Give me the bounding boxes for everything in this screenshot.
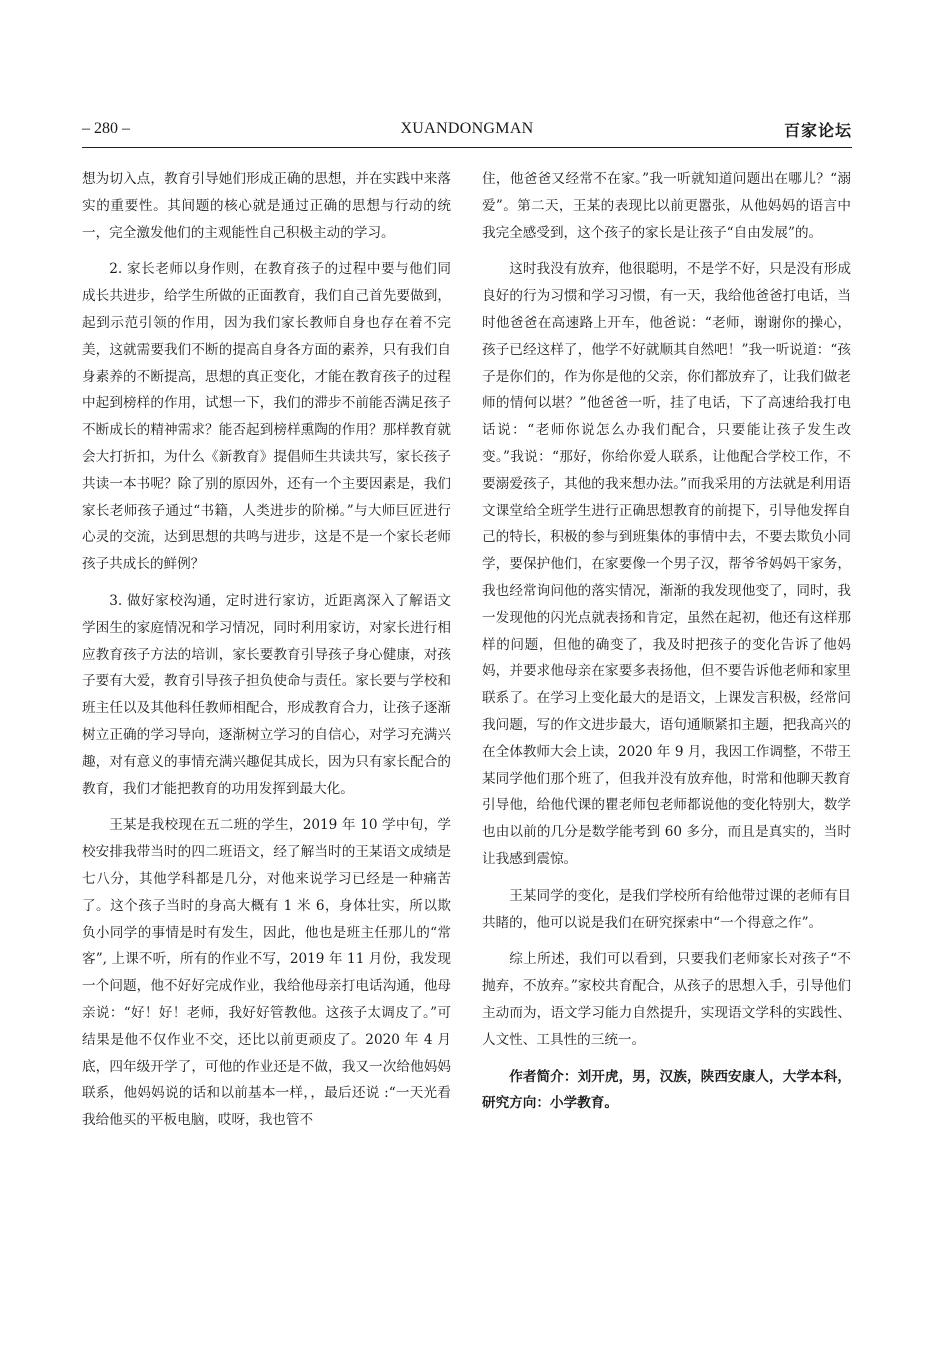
- author-bio: 作者简介：刘开虎，男，汉族，陕西安康人，大学本科，研究方向：小学教育。: [482, 1068, 851, 1112]
- paragraph: 综上所述，我们可以看到，只要我们老师家长对孩子“不抛弃，不放弃。”家校共育配合，从孩子的思想入手，引导他们主动而为，语文学习能力自然提升，实现语文学科的实践性、人文性、工具性的三统一。: [482, 951, 851, 1048]
- page-header: [82, 114, 852, 148]
- paragraph: 这时我没有放弃，他很聪明，不是学不好，只是没有形成良好的行为习惯和学习习惯，有一天，我给他爸爸打电话，当时他爸爸在高速路上开车，他爸说：“老师，谢谢你的操心，孩子已经这样了，他学不好就顺其自然吧！”我一听说道：“孩子是你们的，作为你是他的父亲，你们都放弃了，让我们做老师的情何以堪？”他爸爸一听，挂了电话，下了高速给我打电话说：“老师你说怎么办我们配合，只要能让孩子发生改变。”我说：“那好，你给你爱人联系，让他配合学校工作，不要溺爱孩子，其他的我来想办法。”而我采用的方法就是利用语文课堂给全班学生进行正确思想教育的前提下，引导他发挥自己的特长，积极的参与到班集体的事情中去，不要去欺负小同学，要保护他们，在家要像一个男子汉，帮爷爷妈妈干家务，我也经常询问他的落实情况，渐渐的我发现他变了，同时，我一发现他的闪光点就表扬和肯定，虽然在起初，他还有这样那样的问题，但他的确变了，我及时把孩子的变化告诉了他妈妈，并要求他母亲在家要多表扬他，但不要告诉他老师和家里联系了。在学习上变化最大的是语文，上课发言积极，经常问我问题，写的作文进步最大，语句通顺紧扣主题，把我高兴的在全体教师大会上读，2020 年 9 月，我因工作调整，不带王某同学他们那个班了，但我并没有放弃他，时常和他聊天教育引导他，给他代课的瞿老师包老师都说他的变化特别大，数学也由以前的几分是数学能考到 60 多分，而且是真实的，当时让我感到震惊。: [482, 261, 851, 867]
- section-name: 百家论坛: [783, 121, 852, 140]
- page-number: – 280 –: [82, 120, 130, 137]
- paragraph: 想为切入点，教育引导她们形成正确的思想，并在实践中来落实的重要性。其间题的核心就是通过正确的思想与行动的统一，完全激发他们的主观能性自己积极主动的学习。: [82, 171, 451, 241]
- journal-title: XUANDONGMAN: [400, 120, 534, 137]
- header-divider: [82, 147, 852, 148]
- left-column: [82, 166, 451, 1134]
- paragraph: 住，他爸爸又经常不在家。”我一听就知道问题出在哪儿？“溺爱”。第二天，王某的表现比以前更嚣张，从他妈妈的语言中我完全感受到，这个孩子的家长是让孩子“自由发展”的。: [482, 171, 851, 241]
- paragraph: 3. 做好家校沟通，定时进行家访，近距离深入了解语文学困生的家庭情况和学习情况，同时利用家访，对家长进行相应教育孩子方法的培训，家长要教育引导孩子身心健康，对孩子要有大爱，教育引导孩子担负使命与责任。家长要与学校和班主任以及其他科任教师相配合，形成教育合力，让孩子逐渐树立正确的学习导向，逐渐树立学习的自信心，对学习充满兴趣，对有意义的事情充满兴趣促其成长，因为只有家长配合的教育，我们才能把教育的功用发挥到最大化。: [82, 592, 451, 797]
- paragraph: 2. 家长老师以身作则，在教育孩子的过程中要与他们同成长共进步，给学生所做的正面教育，我们自己首先要做到，起到示范引领的作用，因为我们家长教师自身也存在着不完美，这就需要我们不断的提高自身各方面的素养，只有我们自身素养的不断提高，思想的真正变化，才能在教育孩子的过程中起到榜样的作用，试想一下，我们的滞步不前能否满足孩子不断成长的精神需求？能否起到榜样熏陶的作用？那样教育就会大打折扣，为什么《新教育》提倡师生共读共写，家长孩子共读一本书呢？除了别的原因外，还有一个主要因素是，我们家长老师孩子通过“书籍，人类进步的阶梯。”与大师巨匠进行心灵的交流，达到思想的共鸣与进步，这是不是一个家长老师孩子共成长的鲜例？: [82, 261, 451, 573]
- paragraph: 王某同学的变化，是我们学校所有给他带过课的老师有目共睹的，他可以说是我们在研究探索中“一个得意之作”。: [482, 887, 851, 931]
- right-column: [482, 166, 851, 1117]
- paragraph: 王某是我校现在五二班的学生，2019 年 10 学中旬，学校安排我带当时的四二班语文，经了解当时的王某语文成绩是七八分，其他学科都是几分，对他来说学习已经是一种痛苦了。这个孩子当时的身高大概有 1 米 6，身体壮实，所以欺负小同学的事情是时有发生，因此，他也是班主任那儿的“常客”, 上课不听，所有的作业不写，2019 年 11 月份，我发现一个问题，他不好好完成作业，我给他母亲打电话沟通，他母亲说：“好！好！老师，我好好管教他。这孩子太调皮了。”可结果是他不仅作业不交，还比以前更顽皮了。2020 年 4 月底，四年级开学了，可他的作业还是不做，我又一次给他妈妈联系，他妈妈说的话和以前基本一样，，最后还说 :“一天光看我给他买的平板电脑，哎呀，我也管不: [82, 817, 451, 1129]
